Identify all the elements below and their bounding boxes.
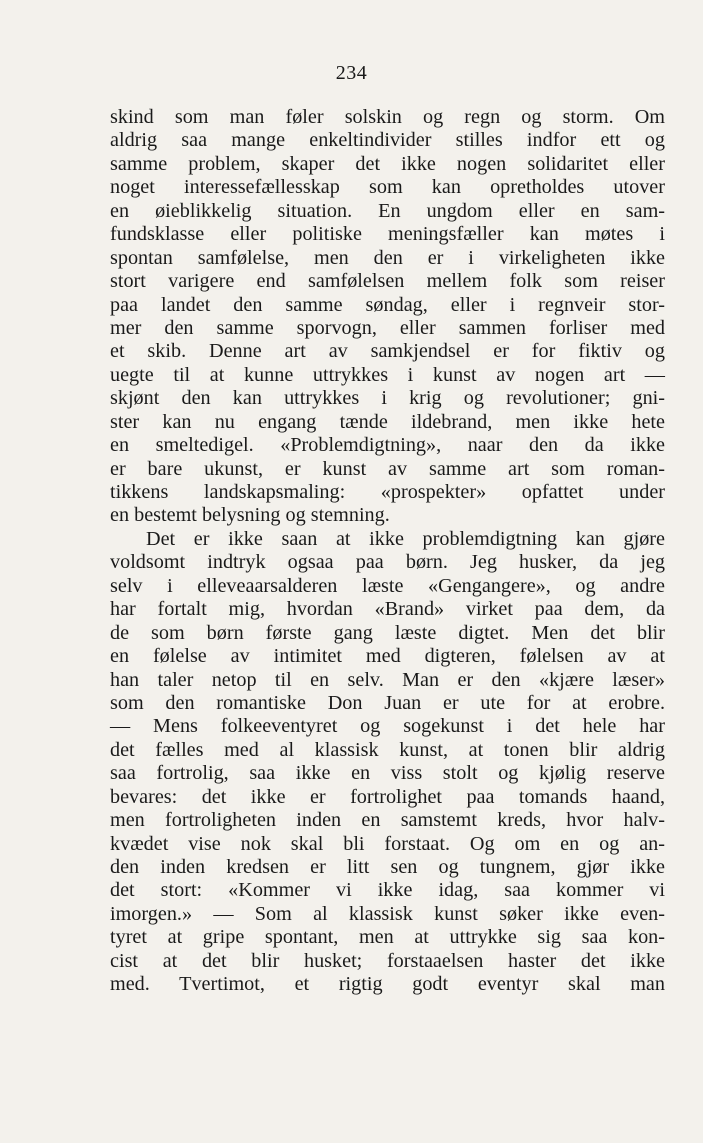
text-line: voldsomt indtryk ogsaa paa børn. Jeg husker, da jeg	[110, 551, 665, 574]
text-line: fundsklasse eller politiske meningsfæller kan møtes i	[110, 223, 665, 246]
text-line: det fælles med al klassisk kunst, at tonen blir aldrig	[110, 738, 665, 761]
text-line: kvædet vise nok skal bli forstaat. Og om en og an-	[110, 832, 665, 855]
text-line: han taler netop til en selv. Man er den «kjære læser»	[110, 668, 665, 691]
text-line: uegte til at kunne uttrykkes i kunst av nogen art —	[110, 363, 665, 386]
text-line: skjønt den kan uttrykkes i krig og revolutioner; gni-	[110, 387, 665, 410]
text-line: en smeltedigel. «Problemdigtning», naar den da ikke	[110, 434, 665, 457]
text-line: ster kan nu engang tænde ildebrand, men ikke hete	[110, 410, 665, 433]
text-line: Det er ikke saan at ikke problemdigtning kan gjøre	[146, 527, 665, 550]
page-number: 234	[335, 62, 368, 84]
text-line: de som børn første gang læste digtet. Men det blir	[110, 621, 665, 644]
text-line: selv i elleveaarsalderen læste «Gengangere», og andre	[110, 574, 665, 597]
text-line: paa landet den samme søndag, eller i regnveir stor-	[110, 293, 665, 316]
text-line: en følelse av intimitet med digteren, følelsen av at	[110, 645, 665, 668]
text-line: stort varigere end samfølelsen mellem folk som reiser	[110, 270, 665, 293]
body-text	[110, 106, 665, 997]
text-line: den inden kredsen er litt sen og tungnem, gjør ikke	[110, 856, 665, 878]
text-line: mer den samme sporvogn, eller sammen forliser med	[110, 316, 665, 339]
text-line: saa fortrolig, saa ikke en viss stolt og kjølig reserve	[110, 762, 665, 785]
text-line: har fortalt mig, hvordan «Brand» virket paa dem, da	[110, 598, 665, 621]
text-line: imorgen.» — Som al klassisk kunst søker ikke even-	[110, 902, 665, 925]
text-line: cist at det blir husket; forstaaelsen haster det ikke	[110, 949, 665, 972]
text-line: med. Tvertimot, et rigtig godt eventyr skal man	[110, 973, 665, 996]
text-line: en øieblikkelig situation. En ungdom eller en sam-	[110, 199, 665, 222]
text-line: noget interessefællesskap som kan opretholdes utover	[110, 176, 665, 199]
text-line: skind som man føler solskin og regn og storm. Om	[110, 106, 665, 128]
text-line: som den romantiske Don Juan er ute for at erobre.	[110, 691, 665, 714]
text-line: bevares: det ikke er fortrolighet paa tomands haand,	[110, 785, 665, 808]
text-line: spontan samfølelse, men den er i virkeligheten ikke	[110, 246, 665, 269]
text-line: aldrig saa mange enkeltindivider stilles indfor ett og	[110, 129, 665, 152]
text-line: en bestemt belysning og stemning.	[110, 504, 390, 527]
text-line: et skib. Denne art av samkjendsel er for fiktiv og	[110, 340, 665, 363]
text-line: tyret at gripe spontant, men at uttrykke sig saa kon-	[110, 926, 665, 949]
text-line: er bare ukunst, er kunst av samme art som roman-	[110, 457, 665, 480]
text-line: — Mens folkeeventyret og sogekunst i det hele har	[110, 715, 665, 738]
text-line: men fortroligheten inden en samstemt kreds, hvor halv-	[110, 809, 665, 832]
text-line: tikkens landskapsmaling: «prospekter» opfattet under	[110, 481, 665, 503]
text-line: det stort: «Kommer vi ikke idag, saa kommer vi	[110, 879, 665, 902]
text-line: samme problem, skaper det ikke nogen solidaritet eller	[110, 152, 665, 175]
